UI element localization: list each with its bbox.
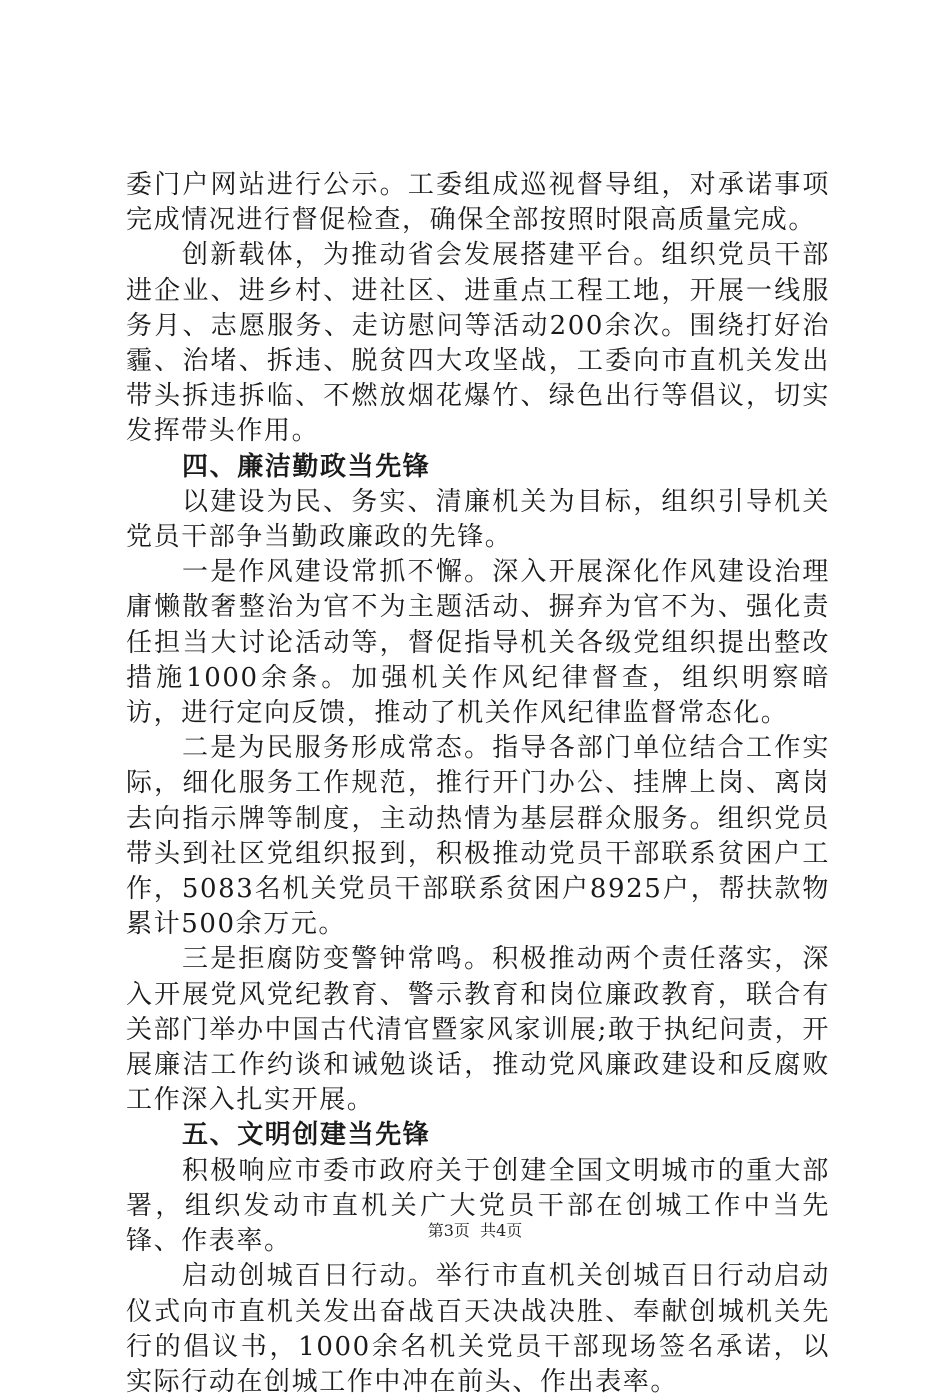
paragraph: 创新载体，为推动省会发展搭建平台。组织党员干部进企业、进乡村、进社区、进重点工程工地，开展一线服务月、志愿服务、走访慰问等活动200余次。围绕打好治霾、治堵、拆违、脱贫四大攻坚战，工委向市直机关发出带头拆违拆临、不燃放烟花爆竹、绿色出行等倡议，切实发挥带头作用。 — [126, 240, 830, 447]
page-total: 共4页 — [480, 1221, 523, 1240]
paragraph: 委门户网站进行公示。工委组成巡视督导组，对承诺事项完成情况进行督促检查，确保全部按照时限高质量完成。 — [126, 170, 830, 236]
page-number: 第3页 — [427, 1221, 470, 1240]
paragraph: 积极响应市委市政府关于创建全国文明城市的重大部署，组织发动市直机关广大党员干部在创城工作中当先锋、作表率。 — [126, 1155, 830, 1257]
page-footer — [0, 1218, 950, 1241]
paragraph: 一是作风建设常抓不懈。深入开展深化作风建设治理庸懒散奢整治为官不为主题活动、摒弃为官不为、强化责任担当大讨论活动等，督促指导机关各级党组织提出整改措施1000余条。加强机关作风纪律督查，组织明察暗访，进行定向反馈，推动了机关作风纪律监督常态化。 — [126, 557, 830, 729]
section-heading: 四、廉洁勤政当先锋 — [182, 451, 431, 482]
section-heading: 五、文明创建当先锋 — [182, 1120, 431, 1151]
paragraph: 三是拒腐防变警钟常鸣。积极推动两个责任落实，深入开展党风党纪教育、警示教育和岗位廉政教育，联合有关部门举办中国古代清官暨家风家训展;敢于执纪问责，开展廉洁工作约谈和诫勉谈话，推动党风廉政建设和反腐败工作深入扎实开展。 — [126, 944, 830, 1116]
paragraph: 启动创城百日行动。举行市直机关创城百日行动启动仪式向市直机关发出奋战百天决战决胜、奉献创城机关先行的倡议书，1000余名机关党员干部现场签名承诺，以实际行动在创城工作中冲在前头、作出表率。 — [126, 1261, 830, 1397]
paragraph: 二是为民服务形成常态。指导各部门单位结合工作实际，细化服务工作规范，推行开门办公、挂牌上岗、离岗去向指示牌等制度，主动热情为基层群众服务。组织党员带头到社区党组织报到，积极推动党员干部联系贫困户工作，5083名机关党员干部联系贫困户8925户，帮扶款物累计500余万元。 — [126, 733, 830, 940]
paragraph: 以建设为民、务实、清廉机关为目标，组织引导机关党员干部争当勤政廉政的先锋。 — [126, 486, 830, 553]
document-body — [126, 168, 830, 1400]
